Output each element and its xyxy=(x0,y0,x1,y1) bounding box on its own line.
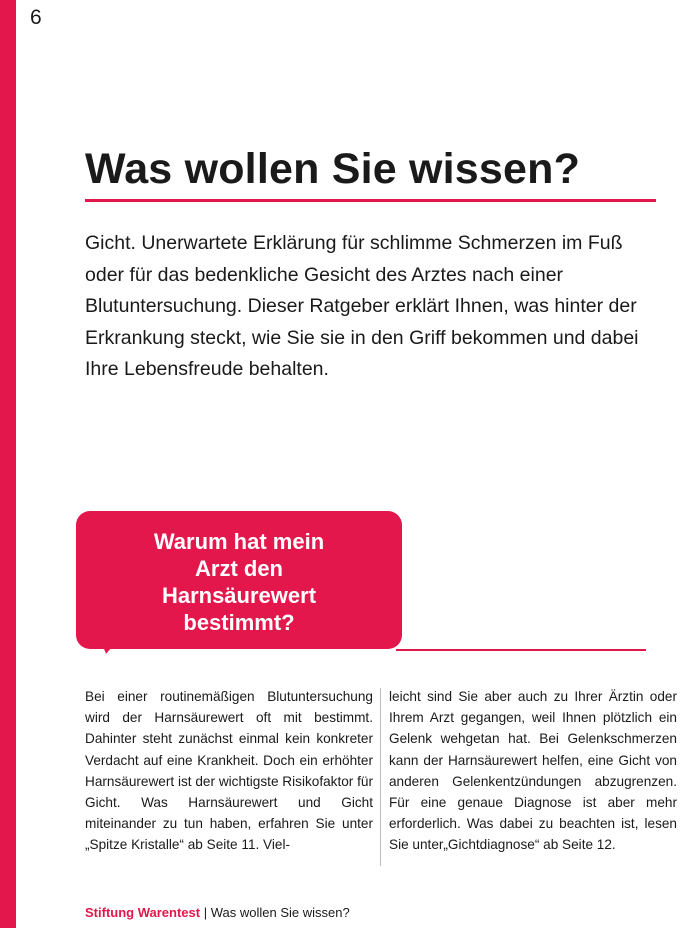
page-footer xyxy=(85,905,350,920)
footer-separator: | xyxy=(203,905,208,920)
intro-paragraph: Gicht. Unerwartete Erklärung für schlimme Schmerzen im Fuß oder für das bedenkliche Gesicht des Arztes nach einer Blutuntersuchung. Dieser Ratgeber erklärt Ihnen, was hinter der Erkrankung steckt, wie Sie sie in den Griff bekommen und dabei Ihre Lebensfreude behalten. xyxy=(85,232,639,380)
title-underline xyxy=(85,199,656,202)
column-divider xyxy=(380,688,381,866)
body-column-left: Bei einer routinemäßigen Blutuntersuchung wird der Harnsäurewert oft mit bestimmt. Dahinter steht zunächst einmal kein konkreter Verdacht auf eine Krankheit. Doch ein erhöhter Harnsäurewert ist der wichtigste Risikofaktor für Gicht. Was Harnsäurewert und Gicht miteinander zu tun haben, erfahren Sie unter „Spitze Kristalle“ ab Seite 11. Viel- xyxy=(85,689,373,853)
question-heading xyxy=(76,528,402,636)
body-column-right: leicht sind Sie aber auch zu Ihrer Ärztin oder Ihrem Arzt gegangen, weil Ihnen plötzlich ein Gelenk wehgetan hat. Bei Gelenkschmerzen kann der Harnsäurewert helfen, eine Gicht von anderen Gelenkentzündungen abzugrenzen. Für eine genaue Diagnose ist aber mehr erforderlich. Was dabei zu beachten ist, lesen Sie unter„Gichtdiagnose“ ab Seite 12. xyxy=(389,689,677,853)
question-line: bestimmt? xyxy=(183,610,295,635)
question-line: Arzt den xyxy=(195,556,283,581)
question-line: Warum hat mein xyxy=(153,529,325,554)
footer-section: Was wollen Sie wissen? xyxy=(210,905,350,920)
page-title: Was wollen Sie wissen? xyxy=(85,145,581,193)
footer-brand: Stiftung Warentest xyxy=(85,905,201,920)
question-rule xyxy=(396,649,646,651)
page-number: 6 xyxy=(30,6,42,29)
left-accent-bar xyxy=(0,0,16,928)
question-line: Harnsäurewert xyxy=(161,583,317,608)
